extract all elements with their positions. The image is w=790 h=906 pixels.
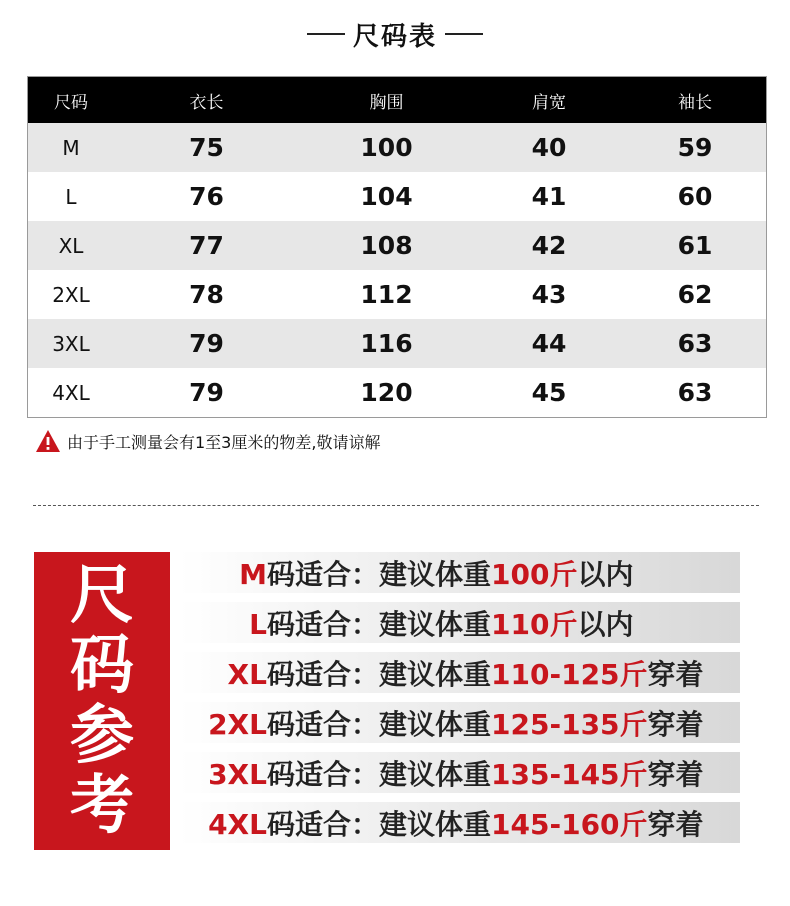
cell-chest: 108 bbox=[360, 231, 413, 260]
table-row bbox=[28, 270, 766, 319]
ref-char: 码 bbox=[70, 629, 134, 703]
ref-weight-range: 145-160斤 bbox=[491, 807, 648, 841]
table-row bbox=[28, 221, 766, 270]
table-row bbox=[28, 123, 766, 172]
header-size: 尺码 bbox=[54, 92, 88, 113]
cell-length: 75 bbox=[189, 133, 224, 162]
list-item bbox=[180, 752, 740, 793]
ref-size: L bbox=[249, 607, 267, 641]
cell-length: 79 bbox=[189, 329, 224, 358]
list-item bbox=[180, 652, 740, 693]
ref-size: 2XL bbox=[208, 707, 267, 741]
ref-advice-label: 建议体重 bbox=[379, 607, 492, 641]
cell-shoulder: 45 bbox=[531, 378, 567, 407]
header-shoulder: 肩宽 bbox=[532, 92, 566, 113]
cell-size: L bbox=[65, 184, 77, 209]
ref-advice-label: 建议体重 bbox=[379, 657, 492, 691]
ref-fit-label: 码适合： bbox=[266, 607, 379, 641]
ref-weight-range: 100斤 bbox=[491, 557, 578, 591]
ref-suffix: 以内 bbox=[577, 607, 634, 641]
cell-length: 76 bbox=[189, 182, 224, 211]
ref-suffix: 穿着 bbox=[647, 807, 704, 841]
cell-shoulder: 41 bbox=[531, 182, 567, 211]
ref-fit-label: 码适合： bbox=[266, 707, 379, 741]
table-row bbox=[28, 319, 766, 368]
ref-size: XL bbox=[227, 657, 267, 691]
size-table bbox=[27, 76, 767, 418]
cell-length: 77 bbox=[189, 231, 224, 260]
dashed-divider bbox=[33, 505, 759, 506]
cell-size: 4XL bbox=[52, 380, 90, 405]
note-text: 由于手工测量会有1至3厘米的物差,敬请谅解 bbox=[67, 432, 381, 452]
page-title bbox=[0, 14, 790, 54]
cell-sleeve: 62 bbox=[677, 280, 713, 309]
list-item bbox=[180, 602, 740, 643]
cell-shoulder: 43 bbox=[531, 280, 567, 309]
ref-fit-label: 码适合： bbox=[266, 557, 379, 591]
header-chest: 胸围 bbox=[369, 92, 404, 113]
table-row bbox=[28, 368, 766, 417]
cell-shoulder: 44 bbox=[531, 329, 567, 358]
ref-size: 4XL bbox=[208, 807, 267, 841]
ref-advice-label: 建议体重 bbox=[379, 757, 492, 791]
title-text: 尺码表 bbox=[352, 21, 437, 52]
ref-suffix: 穿着 bbox=[647, 757, 704, 791]
cell-sleeve: 59 bbox=[677, 133, 713, 162]
ref-advice-label: 建议体重 bbox=[379, 557, 492, 591]
table-body bbox=[28, 123, 766, 417]
cell-sleeve: 63 bbox=[677, 378, 713, 407]
ref-suffix: 穿着 bbox=[647, 707, 704, 741]
cell-size: XL bbox=[58, 233, 84, 258]
ref-weight-range: 110斤 bbox=[491, 607, 578, 641]
list-item bbox=[180, 552, 740, 593]
warning-icon bbox=[35, 429, 61, 453]
ref-weight-range: 110-125斤 bbox=[491, 657, 648, 691]
title-dash-left bbox=[307, 33, 345, 35]
ref-suffix: 以内 bbox=[577, 557, 634, 591]
cell-chest: 120 bbox=[360, 378, 413, 407]
cell-sleeve: 61 bbox=[677, 231, 713, 260]
ref-char: 参 bbox=[70, 699, 134, 773]
header-length: 衣长 bbox=[189, 92, 224, 113]
cell-size: 3XL bbox=[52, 331, 90, 356]
ref-size: M bbox=[239, 557, 267, 591]
ref-size: 3XL bbox=[208, 757, 267, 791]
ref-fit-label: 码适合： bbox=[266, 757, 379, 791]
ref-char: 考 bbox=[70, 769, 134, 843]
cell-chest: 112 bbox=[360, 280, 413, 309]
ref-advice-label: 建议体重 bbox=[379, 707, 492, 741]
title-dash-right bbox=[445, 33, 483, 35]
header-sleeve: 袖长 bbox=[678, 92, 712, 113]
cell-shoulder: 40 bbox=[531, 133, 567, 162]
ref-advice-label: 建议体重 bbox=[379, 807, 492, 841]
list-item bbox=[180, 702, 740, 743]
table-row bbox=[28, 172, 766, 221]
ref-char: 尺 bbox=[70, 559, 134, 633]
size-reference-label bbox=[34, 552, 170, 850]
cell-shoulder: 42 bbox=[531, 231, 567, 260]
cell-sleeve: 63 bbox=[677, 329, 713, 358]
cell-size: M bbox=[62, 135, 80, 160]
cell-chest: 104 bbox=[360, 182, 413, 211]
size-reference-list bbox=[180, 552, 740, 852]
ref-fit-label: 码适合： bbox=[266, 657, 379, 691]
cell-size: 2XL bbox=[52, 282, 90, 307]
ref-fit-label: 码适合： bbox=[266, 807, 379, 841]
cell-chest: 100 bbox=[360, 133, 413, 162]
ref-suffix: 穿着 bbox=[647, 657, 704, 691]
ref-weight-range: 135-145斤 bbox=[491, 757, 648, 791]
table-header-row bbox=[28, 77, 766, 123]
cell-chest: 116 bbox=[360, 329, 413, 358]
cell-length: 79 bbox=[189, 378, 224, 407]
measurement-note bbox=[35, 428, 380, 454]
list-item bbox=[180, 802, 740, 843]
cell-sleeve: 60 bbox=[677, 182, 713, 211]
cell-length: 78 bbox=[189, 280, 224, 309]
ref-weight-range: 125-135斤 bbox=[491, 707, 648, 741]
